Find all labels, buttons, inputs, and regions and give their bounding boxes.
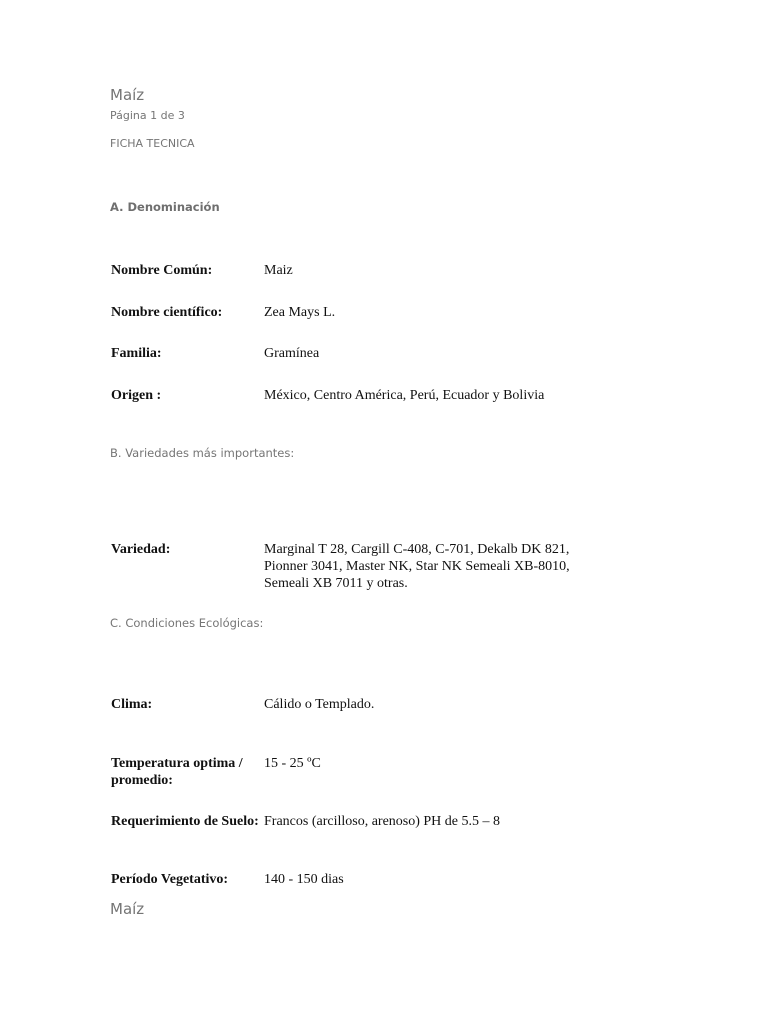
section-c-heading: C. Condiciones Ecológicas: bbox=[110, 616, 264, 630]
field-label-soil-requirement: Requerimiento de Suelo: bbox=[111, 814, 259, 829]
field-value-vegetative-period: 140 - 150 dias bbox=[264, 872, 344, 887]
field-value-soil-requirement: Francos (arcilloso, arenoso) PH de 5.5 – 8 bbox=[264, 814, 501, 829]
field-label-scientific-name: Nombre científico: bbox=[111, 305, 223, 320]
field-value-variety: Marginal T 28, Cargill C-408, C-701, Dekalb DK 821, Pionner 3041, Master NK, Star NK Semeali XB-8010, Semeali XB 7011 y otras. bbox=[264, 542, 570, 591]
field-label-origin: Origen : bbox=[111, 388, 162, 403]
field-label-common-name: Nombre Común: bbox=[111, 263, 213, 278]
field-label-family: Familia: bbox=[111, 346, 162, 361]
field-value-temperature: 15 - 25 ºC bbox=[264, 756, 321, 771]
field-value-family: Gramínea bbox=[264, 346, 320, 361]
footer-title: Maíz bbox=[110, 900, 145, 918]
field-label-temperature: Temperatura optima / promedio: bbox=[111, 756, 243, 788]
field-value-scientific-name: Zea Mays L. bbox=[264, 305, 336, 320]
section-b-heading: B. Variedades más importantes: bbox=[110, 446, 295, 460]
page-indicator: Página 1 de 3 bbox=[110, 109, 185, 122]
field-label-vegetative-period: Período Vegetativo: bbox=[111, 872, 229, 887]
section-a-heading: A. Denominación bbox=[110, 200, 220, 214]
field-label-climate: Clima: bbox=[111, 697, 153, 712]
field-value-climate: Cálido o Templado. bbox=[264, 697, 375, 712]
field-label-variety: Variedad: bbox=[111, 542, 171, 557]
document-title: Maíz bbox=[110, 86, 145, 104]
document-type-label: FICHA TECNICA bbox=[110, 137, 195, 150]
field-value-origin: México, Centro América, Perú, Ecuador y Bolivia bbox=[264, 388, 545, 403]
field-value-common-name: Maiz bbox=[264, 263, 293, 278]
